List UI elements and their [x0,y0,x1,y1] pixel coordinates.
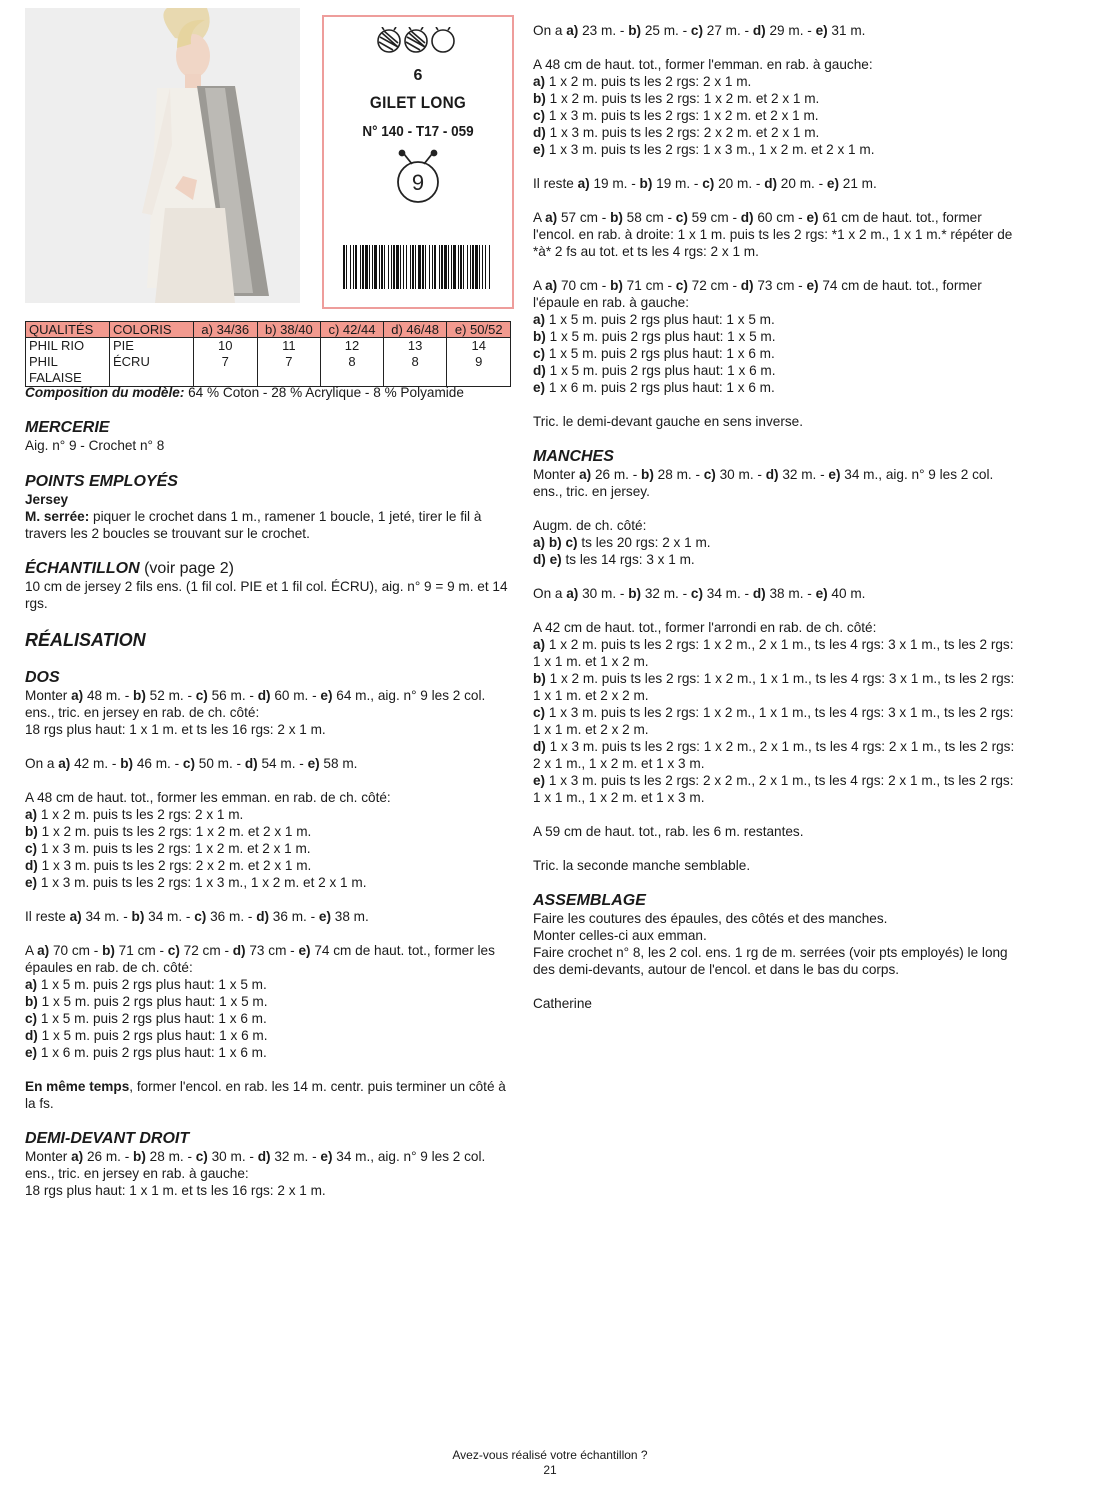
col-header: c) 42/44 [321,322,384,338]
echantillon-text: 10 cm de jersey 2 fils ens. (1 fil col. PIE et 1 fil col. ÉCRU), aig. n° 9 = 9 m. et 14 rgs. [25,579,508,611]
right-column [533,22,1021,1012]
demidroit-text-1: Monter a) 26 m. - b) 28 m. - c) 30 m. - d) 32 m. - e) 34 m., aig. n° 9 les 2 col. ens., tric. en jersey en rab. à gauche: [25,1149,486,1181]
dos-text-7-bold: En même temps [25,1079,130,1094]
composition-label: Composition du modèle: [25,385,185,400]
table-cell: 14 [447,338,511,355]
col-header: d) 46/48 [383,322,447,338]
table-cell: 10 [194,338,258,355]
table-cell: 8 [383,354,447,387]
col-header: a) 34/36 [194,322,258,338]
table-cell: 8 [321,354,384,387]
right-text-4: A a) 57 cm - b) 58 cm - c) 59 cm - d) 60 cm - e) 61 cm de haut. tot., former l'encol. en rab. à droite: 1 x 1 m. puis ts les 2 rgs: *1 x 2 m., 1 x 1 m.* répéter de *à* 2 fs au tot. et ts les 4 rgs: 2 x 1 m. [533,210,1013,259]
knitting-needles-icon [388,148,448,208]
manches-arrondi-e: e) 1 x 3 m. puis ts les 2 rgs: 2 x 2 m., 2 x 1 m., ts les 4 rgs: 2 x 1 m., ts les 2 rgs: 1 x 1 m., 1 x 2 m. et 1 x 3 m. [533,773,1014,805]
dos-epaule-e: e) 1 x 6 m. puis 2 rgs plus haut: 1 x 6 m. [25,1045,267,1060]
mserree-text: piquer le crochet dans 1 m., ramener 1 boucle, 1 jeté, tirer le fil à travers les 2 boucles se trouvant sur le crochet. [25,509,482,541]
right-emman-d: d) 1 x 3 m. puis ts les 2 rgs: 2 x 2 m. et 2 x 1 m. [533,125,820,140]
manches-arrondi-b: b) 1 x 2 m. puis ts les 2 rgs: 1 x 2 m., 1 x 1 m., ts les 4 rgs: 3 x 1 m., ts les 2 rgs: 1 x 1 m. et 2 x 2 m. [533,671,1015,703]
dos-text-3: On a a) 42 m. - b) 46 m. - c) 50 m. - d) 54 m. - e) 58 m. [25,756,358,771]
mercerie-text: Aig. n° 9 - Crochet n° 8 [25,438,165,453]
left-column [25,384,511,1199]
manches-augm-2: d) e) ts les 14 rgs: 3 x 1 m. [533,552,695,567]
manches-augm-1: a) b) c) ts les 20 rgs: 2 x 1 m. [533,535,711,550]
dos-emman-d: d) 1 x 3 m. puis ts les 2 rgs: 2 x 2 m. et 2 x 1 m. [25,858,312,873]
dos-emman-c: c) 1 x 3 m. puis ts les 2 rgs: 1 x 2 m. et 2 x 1 m. [25,841,311,856]
echantillon-suffix: (voir page 2) [139,560,234,577]
dos-text-2: 18 rgs plus haut: 1 x 1 m. et ts les 16 rgs: 2 x 1 m. [25,722,326,737]
model-illustration [25,8,300,303]
composition [25,384,511,401]
needle-size-badge [324,148,512,213]
echantillon-title: ÉCHANTILLON [25,560,140,577]
dos-text-7 [25,1078,511,1112]
dos-epaule-b: b) 1 x 5 m. puis 2 rgs plus haut: 1 x 5 m. [25,994,268,1009]
right-text-2: A 48 cm de haut. tot., former l'emman. en rab. à gauche: [533,57,873,72]
col-header: COLORIS [110,322,194,338]
dos-emman-b: b) 1 x 2 m. puis ts les 2 rgs: 1 x 2 m. et 2 x 1 m. [25,824,312,839]
section-title-mercerie: MERCERIE [25,419,110,436]
pattern-reference: N° 140 - T17 - 059 [362,123,474,140]
needle-size-value: 9 [411,170,425,195]
manches-arrondi-a: a) 1 x 2 m. puis ts les 2 rgs: 1 x 2 m., 2 x 1 m., ts les 4 rgs: 3 x 1 m., ts les 2 rgs: 1 x 1 m. et 1 x 2 m. [533,637,1014,669]
right-emman-e: e) 1 x 3 m. puis ts les 2 rgs: 1 x 3 m., 1 x 2 m. et 2 x 1 m. [533,142,875,157]
signature: Catherine [533,996,592,1011]
right-epaule-e: e) 1 x 6 m. puis 2 rgs plus haut: 1 x 6 m. [533,380,775,395]
dos-epaule-c: c) 1 x 5 m. puis 2 rgs plus haut: 1 x 6 m. [25,1011,267,1026]
section-title-echantillon [25,559,511,578]
section-title-points: POINTS EMPLOYÉS [25,473,178,490]
dos-text-5: Il reste a) 34 m. - b) 34 m. - c) 36 m. - d) 36 m. - e) 38 m. [25,909,369,924]
model-photo [25,8,300,303]
footer-question: Avez-vous réalisé votre échantillon ? [452,1448,648,1462]
dos-text-4: A 48 cm de haut. tot., former les emman. en rab. de ch. côté: [25,790,391,805]
yarn-balls-icon [376,27,460,55]
right-text-1: On a a) 23 m. - b) 25 m. - c) 27 m. - d) 29 m. - e) 31 m. [533,23,866,38]
right-epaule-d: d) 1 x 5 m. puis 2 rgs plus haut: 1 x 6 m. [533,363,776,378]
pattern-card [322,15,514,309]
section-title-demi-devant-droit: DEMI-DEVANT DROIT [25,1130,190,1147]
mserree-label: M. serrée: [25,509,90,524]
page-number: 21 [543,1463,557,1477]
dos-epaule-d: d) 1 x 5 m. puis 2 rgs plus haut: 1 x 6 m. [25,1028,268,1043]
dos-epaule-a: a) 1 x 5 m. puis 2 rgs plus haut: 1 x 5 m. [25,977,267,992]
point-mserree [25,508,511,542]
table-cell: 7 [194,354,258,387]
right-text-3: Il reste a) 19 m. - b) 19 m. - c) 20 m. - d) 20 m. - e) 21 m. [533,176,877,191]
pattern-number: 6 [413,67,423,84]
dos-text-7-rest: , former l'encol. en rab. les 14 m. centr. puis terminer un côté à la fs. [25,1079,506,1111]
right-epaule-a: a) 1 x 5 m. puis 2 rgs plus haut: 1 x 5 m. [533,312,775,327]
section-title-assemblage: ASSEMBLAGE [533,892,646,909]
point-jersey: Jersey [25,492,69,507]
difficulty-indicator [324,27,512,55]
table-header-row [26,322,511,338]
right-emman-a: a) 1 x 2 m. puis ts les 2 rgs: 2 x 1 m. [533,74,752,89]
right-text-5: A a) 70 cm - b) 71 cm - c) 72 cm - d) 73 cm - e) 74 cm de haut. tot., former l'épaule en rab. à gauche: [533,278,982,310]
table-cell: PIE [110,338,194,355]
manches-text-3: On a a) 30 m. - b) 32 m. - c) 34 m. - d) 38 m. - e) 40 m. [533,586,866,601]
assemblage-text-1: Faire les coutures des épaules, des côtés et des manches. [533,911,888,926]
table-cell: PHIL FALAISE [26,354,110,387]
table-cell: 11 [257,338,321,355]
right-emman-b: b) 1 x 2 m. puis ts les 2 rgs: 1 x 2 m. et 2 x 1 m. [533,91,820,106]
manches-text-2: Augm. de ch. côté: [533,518,647,533]
table-cell: ÉCRU [110,354,194,387]
right-epaule-c: c) 1 x 5 m. puis 2 rgs plus haut: 1 x 6 m. [533,346,775,361]
pattern-title: GILET LONG [369,93,467,112]
barcode [341,245,495,289]
manches-arrondi-c: c) 1 x 3 m. puis ts les 2 rgs: 1 x 2 m., 1 x 1 m., ts les 4 rgs: 3 x 1 m., ts les 2 rgs: 1 x 1 m. et 2 x 2 m. [533,705,1014,737]
table-cell: 9 [447,354,511,387]
assemblage-text-3: Faire crochet n° 8, les 2 col. ens. 1 rg de m. serrées (voir pts employés) le long des demi-devants, autour de l'encol. et dans le bas du corps. [533,945,1008,977]
right-text-6: Tric. le demi-devant gauche en sens inverse. [533,414,803,429]
dos-text-6: A a) 70 cm - b) 71 cm - c) 72 cm - d) 73 cm - e) 74 cm de haut. tot., former les épaules en rab. de ch. côté: [25,943,495,975]
table-cell: PHIL RIO [26,338,110,355]
manches-text-1: Monter a) 26 m. - b) 28 m. - c) 30 m. - d) 32 m. - e) 34 m., aig. n° 9 les 2 col. ens., tric. en jersey. [533,467,994,499]
section-title-manches: MANCHES [533,448,614,465]
col-header: e) 50/52 [447,322,511,338]
manches-text-6: Tric. la seconde manche semblable. [533,858,751,873]
assemblage-text-2: Monter celles-ci aux emman. [533,928,707,943]
manches-text-5: A 59 cm de haut. tot., rab. les 6 m. restantes. [533,824,804,839]
table-cell: 13 [383,338,447,355]
right-emman-c: c) 1 x 3 m. puis ts les 2 rgs: 1 x 2 m. et 2 x 1 m. [533,108,819,123]
table-row [26,354,511,387]
dos-emman-e: e) 1 x 3 m. puis ts les 2 rgs: 1 x 3 m., 1 x 2 m. et 2 x 1 m. [25,875,367,890]
manches-arrondi-d: d) 1 x 3 m. puis ts les 2 rgs: 1 x 2 m., 2 x 1 m., ts les 4 rgs: 2 x 1 m., ts les 2 rgs: 2 x 1 m., 1 x 2 m. et 1 x 3 m. [533,739,1015,771]
table-cell: 7 [257,354,321,387]
col-header: b) 38/40 [257,322,321,338]
section-title-dos: DOS [25,669,60,686]
dos-emman-a: a) 1 x 2 m. puis ts les 2 rgs: 2 x 1 m. [25,807,244,822]
demidroit-text-2: 18 rgs plus haut: 1 x 1 m. et ts les 16 rgs: 2 x 1 m. [25,1183,326,1198]
table-cell: 12 [321,338,384,355]
table-row [26,338,511,355]
yarn-quantity-table [25,321,511,387]
composition-text: 64 % Coton - 28 % Acrylique - 8 % Polyamide [184,385,464,400]
right-epaule-b: b) 1 x 5 m. puis 2 rgs plus haut: 1 x 5 m. [533,329,776,344]
col-header: QUALITÉS [26,322,110,338]
manches-text-4: A 42 cm de haut. tot., former l'arrondi en rab. de ch. côté: [533,620,877,635]
section-title-realisation: RÉALISATION [25,630,146,650]
dos-text-1: Monter a) 48 m. - b) 52 m. - c) 56 m. - d) 60 m. - e) 64 m., aig. n° 9 les 2 col. ens., tric. en jersey en rab. de ch. côté: [25,688,486,720]
